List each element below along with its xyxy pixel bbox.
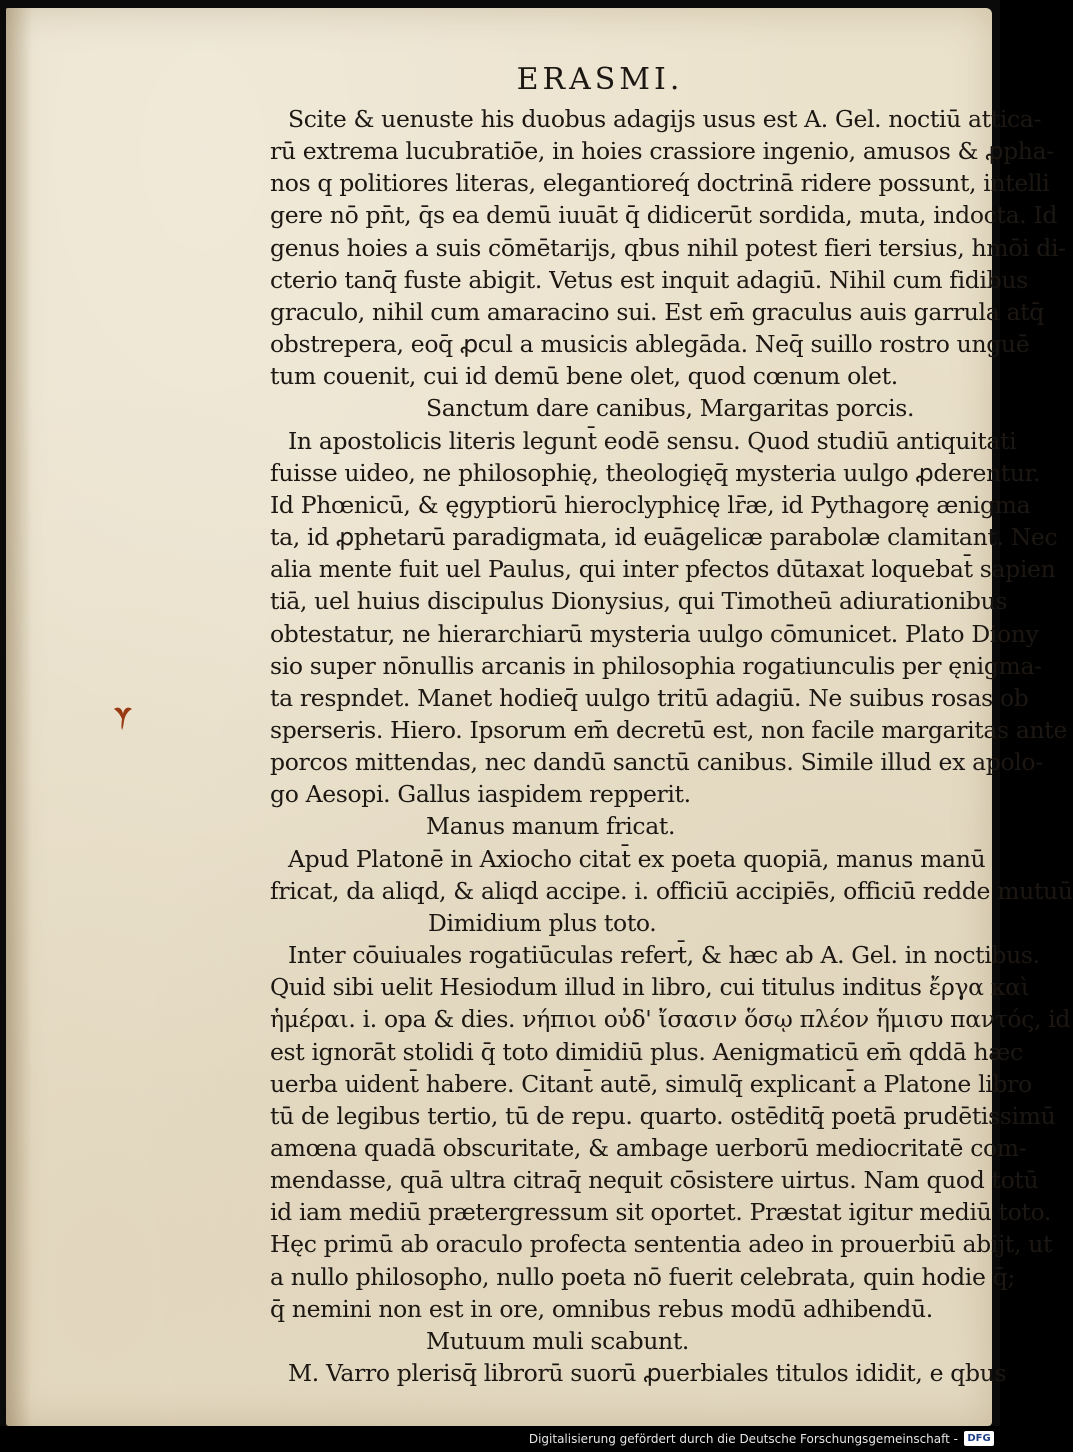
running-head: ERASMI.: [516, 62, 684, 97]
text-line: obtestatur, ne hierarchiarū mysteria uulgo cōmunicet. Plato Diony: [270, 619, 1039, 648]
text-line: q̄ nemini non est in ore, omnibus rebus modū adhibendū.: [270, 1294, 933, 1323]
text-line: nos q politiores literas, elegantioreq́ doctrinā ridere possunt, intelli: [270, 169, 1050, 198]
text-line: alia mente fuit uel Paulus, qui inter pfectos dūtaxat loquebat̄ sapien: [270, 555, 1056, 584]
text-line: ta respndet. Manet hodieq̄ uulgo tritū adagiū. Ne suibus rosas ob: [270, 683, 1029, 712]
text-line: tiā, uel huius discipulus Dionysius, qui Timotheū adiurationibus: [270, 587, 1008, 616]
text-line: Inter cōuiuales rogatiūculas refert̄, & hæc ab A. Gel. in noctibus.: [288, 941, 1040, 970]
text-line: gere nō pn̄t, q̄s ea demū iuuāt q̄ didicerūt sordida, muta, indocta. Id: [270, 201, 1058, 230]
text-line: cterio tanq̄ fuste abigit. Vetus est inquit adagiū. Nihil cum fidibus: [270, 265, 1028, 294]
text-line: Quid sibi uelit Hesiodum illud in libro, cui titulus inditus ἔργα καὶ: [270, 973, 1030, 1002]
text-line: est ignorāt stolidi q̄ toto dimidiū plus. Aenigmaticū em̄ qddā hæc: [270, 1037, 1023, 1066]
text-line: porcos mittendas, nec dandū sanctū canibus. Simile illud ex apolo-: [270, 748, 1043, 777]
text-line: tum couenit, cui id demū bene olet, quod cœnum olet.: [270, 362, 898, 391]
text-line: graculo, nihil cum amaracino sui. Est em̄ graculus auis garrula atq̄: [270, 297, 1044, 326]
text-line: rū extrema lucubratiōe, in hoies crassiore ingenio, amusos & ꝓpha-: [270, 137, 1054, 166]
body-text: [270, 103, 1073, 1389]
text-line: a nullo philosopho, nullo poeta nō fuerit celebrata, quin hodie q̄;: [270, 1262, 1015, 1291]
manuscript-margin-mark-icon: [110, 703, 136, 733]
text-line: sio super nōnullis arcanis in philosophia rogatiunculis per ęnigma-: [270, 651, 1042, 680]
text-line: go Aesopi. Gallus iaspidem repperit.: [270, 780, 691, 809]
text-line: In apostolicis literis legunt̄ eodē sensu. Quod studiū antiquitati: [288, 426, 1017, 455]
text-line: Id Phœnicū, & ęgyptiorū hieroclyphicę lr̄æ, id Pythagorę ænigma: [270, 490, 1031, 519]
adage-heading: Sanctum dare canibus, Margaritas porcis.: [426, 394, 915, 423]
text-line: fuisse uideo, ne philosophię, theologięq̄ mysteria uulgo ꝓderentur.: [270, 458, 1041, 487]
dfg-logo-icon: DFG: [964, 1431, 994, 1446]
text-line: sperseris. Hiero. Ipsorum em̄ decretū est, non facile margaritas ante: [270, 715, 1067, 744]
adage-heading: Manus manum fricat.: [426, 812, 676, 841]
text-line: genus hoies a suis cōmētarijs, qbus nihil potest fieri tersius, hmōi di-: [270, 233, 1066, 262]
text-line: Hęc primū ab oraculo profecta sententia adeo in prouerbiū abijt, ut: [270, 1230, 1053, 1259]
text-line: tū de legibus tertio, tū de repu. quarto. ostēditq̄ poetā prudētissimū: [270, 1101, 1056, 1130]
text-line: mendasse, quā ultra citraq̄ nequit cōsistere uirtus. Nam quod totū: [270, 1166, 1039, 1195]
text-line: uerba uident̄ habere. Citant̄ autē, simulq̄ explicant̄ a Platone libro: [270, 1069, 1032, 1098]
text-line: obstrepera, eoq̄ ꝓcul a musicis ablegāda. Neq̄ suillo rostro unguē: [270, 330, 1030, 359]
text-line: fricat, da aliqd, & aliqd accipe. i. officiū accipiēs, officiū redde mutuū: [270, 876, 1073, 905]
text-line: Scite & uenuste his duobus adagijs usus est A. Gel. noctiū attica-: [288, 105, 1042, 133]
page-gutter-shadow: [6, 8, 32, 1426]
funding-note: Digitalisierung gefördert durch die Deutsche Forschungsgemeinschaft -: [528, 1432, 958, 1446]
adage-heading: Dimidium plus toto.: [428, 908, 657, 937]
text-line: Apud Platonē in Axiocho citat̄ ex poeta quopiā, manus manū: [288, 844, 986, 873]
text-line: ἡμέραι. i. opa & dies. νήπιοι οὐδ' ἴσασιν ὅσῳ πλέον ἥμισυ παντός, id: [270, 1005, 1071, 1034]
text-line: ta, id ꝓphetarū paradigmata, id euāgelicæ parabolæ clamitant. Nec: [270, 523, 1058, 552]
digitization-footer: [0, 1426, 1000, 1452]
text-line: id iam mediū prætergressum sit oportet. Præstat igitur mediū toto.: [270, 1198, 1052, 1227]
text-line: amœna quadā obscuritate, & ambage uerborū mediocritatē com-: [270, 1134, 1027, 1162]
text-line: M. Varro plerisq̄ librorū suorū ꝓuerbiales titulos ididit, e qbus: [288, 1359, 1007, 1388]
adage-heading: Mutuum muli scabunt.: [426, 1326, 690, 1355]
